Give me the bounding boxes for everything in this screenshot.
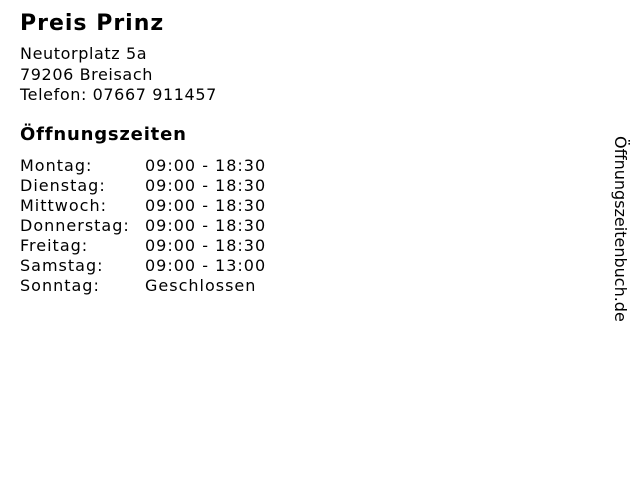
- watermark-text: Öffnungszeitenbuch.de: [611, 136, 630, 322]
- day-label: Mittwoch:: [20, 195, 107, 215]
- hours-row-tuesday: [20, 176, 266, 196]
- business-address: [20, 44, 266, 106]
- time-value: 09:00 - 18:30: [145, 195, 267, 215]
- day-label: Donnerstag:: [20, 215, 130, 235]
- time-value: 09:00 - 18:30: [145, 175, 267, 195]
- address-street: Neutorplatz 5a: [20, 44, 148, 63]
- hours-row-monday: [20, 156, 266, 176]
- time-value: 09:00 - 18:30: [145, 155, 267, 175]
- hours-row-friday: [20, 236, 266, 256]
- hours-row-saturday: [20, 256, 266, 276]
- hours-row-wednesday: [20, 196, 266, 216]
- business-name: Preis Prinz: [20, 11, 165, 36]
- business-info: [20, 0, 266, 296]
- time-value: 09:00 - 18:30: [145, 235, 267, 255]
- hours-row-thursday: [20, 216, 266, 236]
- day-label: Freitag:: [20, 235, 89, 255]
- hours-table: [20, 156, 266, 296]
- hours-heading: Öffnungszeiten: [20, 123, 187, 145]
- time-value: Geschlossen: [145, 275, 257, 295]
- day-label: Dienstag:: [20, 175, 106, 195]
- day-label: Montag:: [20, 155, 93, 175]
- time-value: 09:00 - 13:00: [145, 255, 267, 275]
- day-label: Sonntag:: [20, 275, 100, 295]
- address-city: 79206 Breisach: [20, 64, 153, 84]
- time-value: 09:00 - 18:30: [145, 215, 267, 235]
- hours-row-sunday: [20, 276, 266, 296]
- business-phone: Telefon: 07667 911457: [20, 85, 217, 104]
- day-label: Samstag:: [20, 255, 104, 275]
